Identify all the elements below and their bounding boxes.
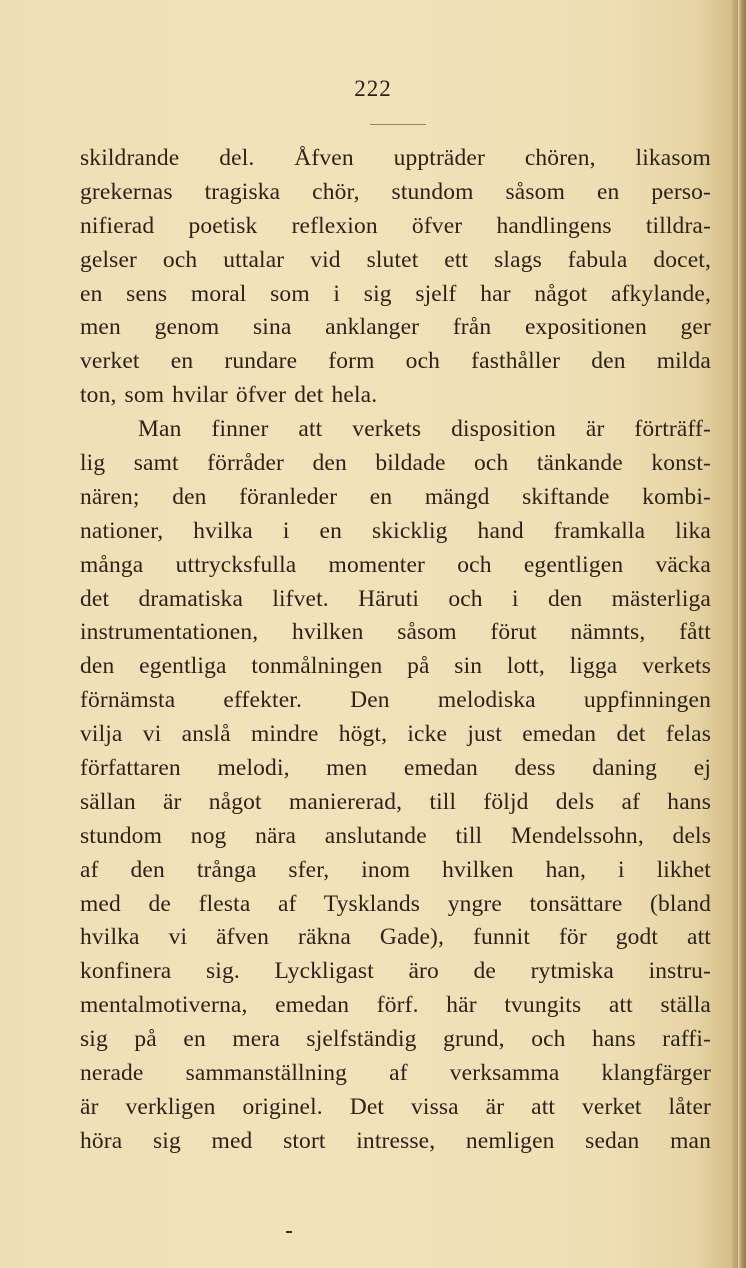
text-line-paragraph-start: Man finner att verkets disposition är förträff-: [138, 416, 711, 443]
text-line: den egentliga tonmålningen på sin lott, ligga verkets: [80, 653, 711, 680]
text-line: nationer, hvilka i en skicklig hand framkalla lika: [80, 517, 711, 544]
text-line: nifierad poetisk reflexion öfver handlingens tilldra-: [80, 212, 711, 239]
text-line-paragraph-end: ton, som hvilar öfver det hela.: [80, 382, 378, 409]
page-number-rule: [370, 124, 426, 125]
text-line: konfinera sig. Lyckligast äro de rytmiska instru-: [80, 958, 711, 985]
text-line: förnämsta effekter. Den melodiska uppfinningen: [80, 687, 711, 714]
text-line: instrumentationen, hvilken såsom förut nämnts, fått: [80, 619, 711, 646]
text-line: stundom nog nära anslutande till Mendelssohn, dels: [80, 822, 711, 849]
spine-edge-line: [737, 0, 738, 1268]
text-line: lig samt förråder den bildade och tänkande konst-: [80, 450, 711, 477]
text-line: många uttrycksfulla momenter och egentligen väcka: [80, 551, 711, 578]
body-text: [80, 142, 711, 1159]
text-line: verket en rundare form och fasthåller den milda: [80, 348, 711, 375]
text-line: men genom sina anklanger från expositionen ger: [80, 314, 711, 341]
text-line: af den trånga sfer, inom hvilken han, i likhet: [80, 856, 711, 883]
text-line: är verkligen originel. Det vissa är att verket låter: [80, 1093, 711, 1120]
text-line: vilja vi anslå mindre högt, icke just emedan det felas: [80, 721, 711, 748]
text-line: grekernas tragiska chör, stundom såsom en perso-: [80, 178, 711, 205]
text-line: författaren melodi, men emedan dess daning ej: [80, 755, 711, 782]
text-line: sällan är något maniererad, till följd dels af hans: [80, 788, 711, 815]
text-line: nerade sammanställning af verksamma klangfärger: [80, 1060, 711, 1087]
text-line: höra sig med stort intresse, nemligen sedan man: [80, 1127, 711, 1154]
text-line: nären; den föranleder en mängd skiftande kombi-: [80, 483, 711, 510]
text-line: med de flesta af Tysklands yngre tonsättare (bland: [80, 890, 711, 917]
text-line: en sens moral som i sig sjelf har något afkylande,: [80, 280, 711, 307]
book-spine-shadow: [732, 0, 746, 1268]
text-line: gelser och uttalar vid slutet ett slags fabula docet,: [80, 246, 711, 273]
text-line: skildrande del. Åfven uppträder chören, likasom: [80, 145, 711, 171]
page-number: 222: [354, 76, 392, 101]
text-line: hvilka vi äfven räkna Gade), funnit för godt att: [80, 924, 711, 951]
text-line: sig på en mera sjelfständig grund, och hans raffi-: [80, 1026, 711, 1053]
text-line: det dramatiska lifvet. Häruti och i den mästerliga: [80, 585, 711, 612]
text-line: mentalmotiverna, emedan förf. här tvungits att ställa: [80, 992, 711, 1019]
ink-mark: [286, 1231, 292, 1233]
